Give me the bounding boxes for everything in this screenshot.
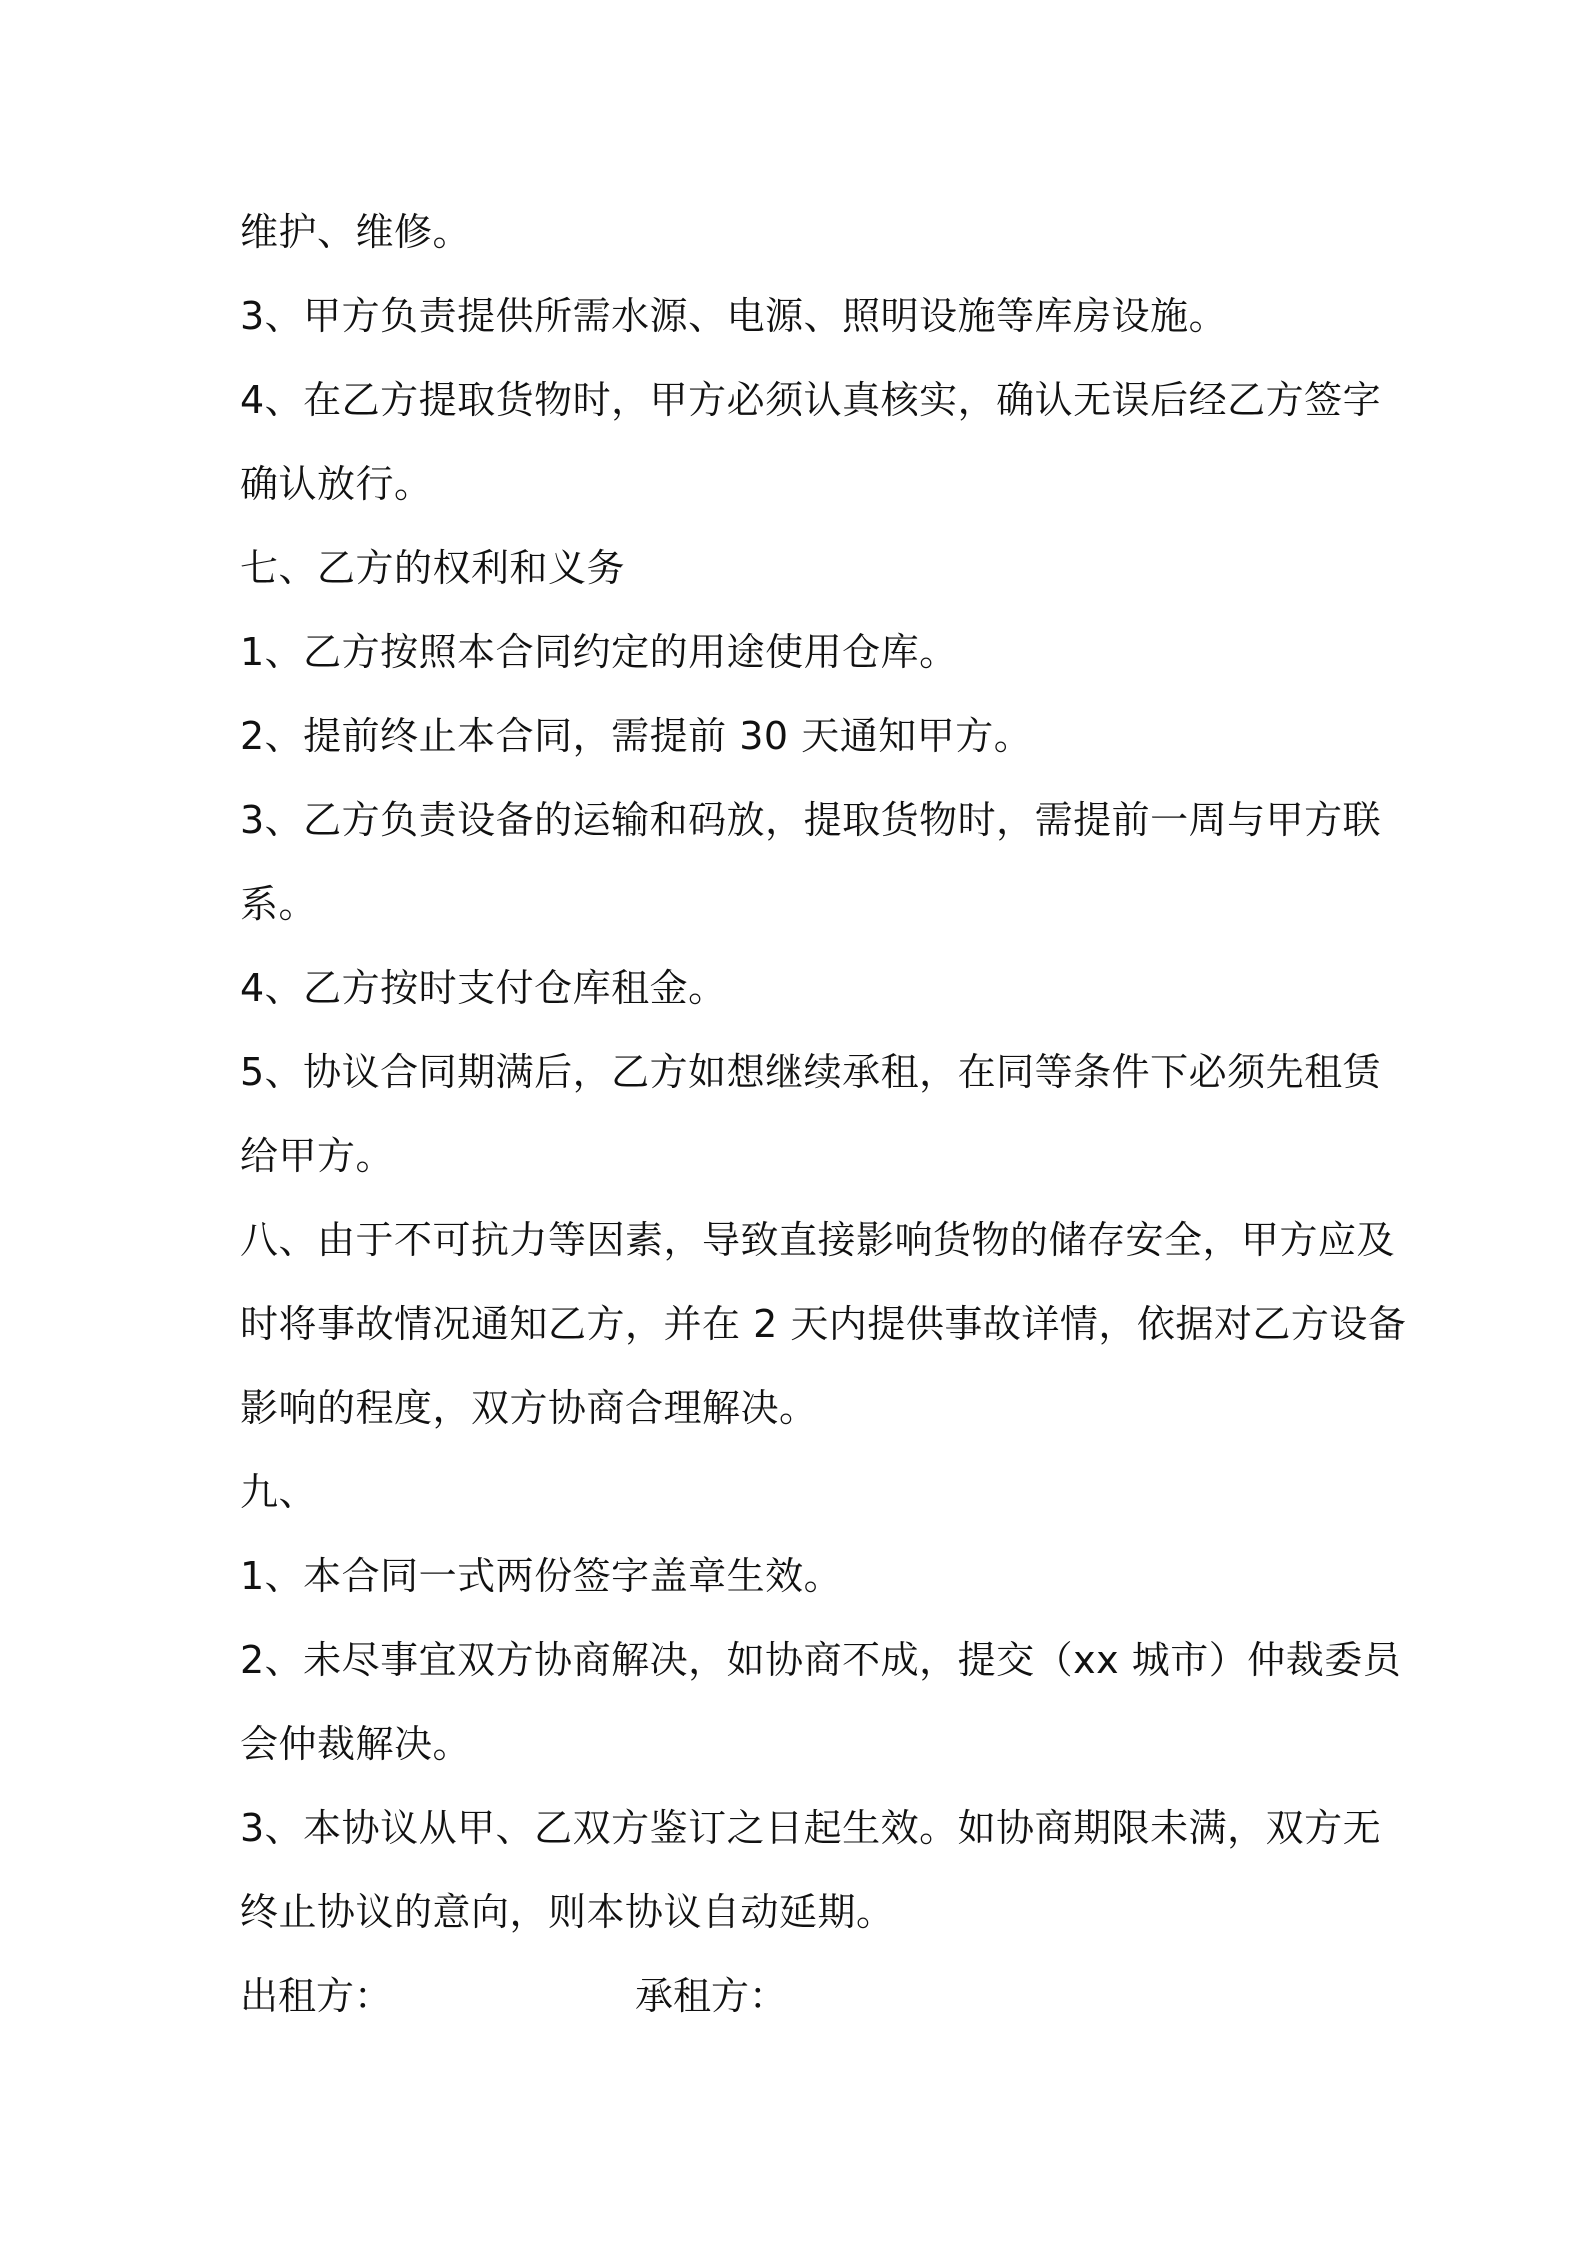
text-line: 2、提前终止本合同，需提前 30 天通知甲方。 xyxy=(240,714,1033,758)
text-line: 5、协议合同期满后，乙方如想继续承租，在同等条件下必须先租赁 xyxy=(240,1050,1382,1094)
section-heading: 九、 xyxy=(240,1470,318,1514)
text-line: 维护、维修。 xyxy=(240,210,472,254)
text-line: 4、在乙方提取货物时，甲方必须认真核实，确认无误后经乙方签字 xyxy=(240,378,1382,422)
text-line: 3、乙方负责设备的运输和码放，提取货物时，需提前一周与甲方联 xyxy=(240,798,1382,842)
lessor-signature-label: 出租方： xyxy=(240,1974,393,2018)
text-line: 3、甲方负责提供所需水源、电源、照明设施等库房设施。 xyxy=(240,294,1228,338)
text-line: 终止协议的意向，则本协议自动延期。 xyxy=(240,1890,895,1934)
document-body xyxy=(240,190,1407,2038)
text-line: 系。 xyxy=(240,882,318,926)
text-line: 4、乙方按时支付仓库租金。 xyxy=(240,966,727,1010)
text-line: 会仲裁解决。 xyxy=(240,1722,472,1766)
text-line: 1、乙方按照本合同约定的用途使用仓库。 xyxy=(240,630,958,674)
text-line: 3、本协议从甲、乙双方鉴订之日起生效。如协商期限未满，双方无 xyxy=(240,1806,1382,1850)
signature-row xyxy=(240,1954,1360,2038)
section-heading: 七、乙方的权利和义务 xyxy=(240,546,626,590)
text-line: 给甲方。 xyxy=(240,1134,395,1178)
lessee-signature-label: 承租方： xyxy=(635,1974,788,2018)
text-line: 确认放行。 xyxy=(240,462,433,506)
text-line: 1、本合同一式两份签字盖章生效。 xyxy=(240,1554,843,1598)
text-line: 时将事故情况通知乙方，并在 2 天内提供事故详情，依据对乙方设备 xyxy=(240,1302,1407,1346)
text-line: 影响的程度，双方协商合理解决。 xyxy=(240,1386,818,1430)
section-heading: 八、由于不可抗力等因素，导致直接影响货物的储存安全，甲方应及 xyxy=(240,1218,1396,1262)
text-line: 2、未尽事宜双方协商解决，如协商不成，提交（xx 城市）仲裁委员 xyxy=(240,1638,1402,1682)
